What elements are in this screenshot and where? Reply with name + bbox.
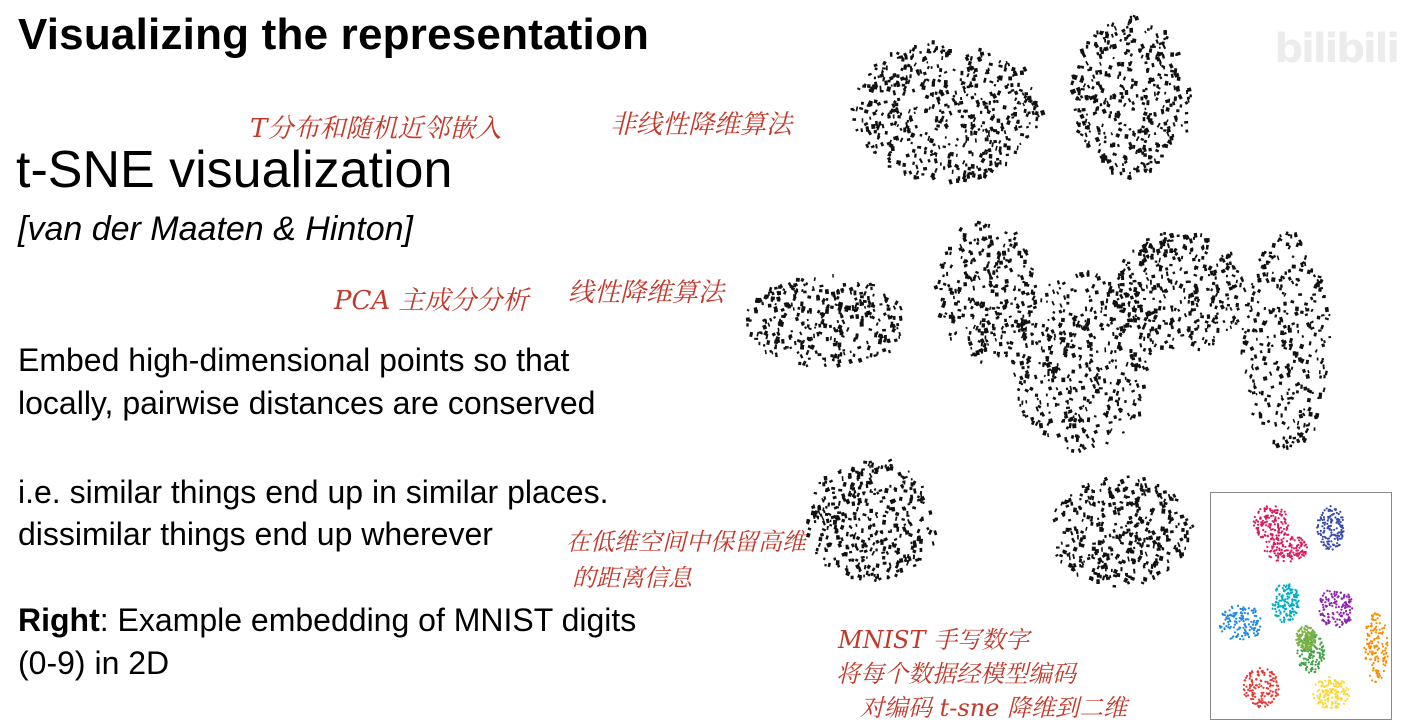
colored-cluster <box>1272 583 1300 623</box>
colored-cluster <box>1295 625 1316 651</box>
body-line-2: locally, pairwise distances are conserved <box>18 385 596 421</box>
colored-cluster <box>1219 605 1262 641</box>
colored-cluster <box>1264 534 1308 563</box>
body-line-3: i.e. similar things end up in similar places. <box>18 474 609 510</box>
body-line-1: Embed high-dimensional points so that <box>18 342 570 378</box>
digit-cluster <box>1052 475 1194 587</box>
annotation-pca-cn: PCA 主成分分析 <box>334 286 529 316</box>
annotation-tsne-cn: T分布和随机近邻嵌入 <box>250 114 502 144</box>
digit-cluster <box>806 458 937 582</box>
citation: [van der Maaten & Hinton] <box>18 210 414 248</box>
colored-cluster <box>1243 667 1280 708</box>
digit-cluster <box>746 274 903 368</box>
slide-subtitle: t-SNE visualization <box>16 141 453 199</box>
digit-cluster <box>1070 15 1192 180</box>
colored-tsne-scatter-image <box>1211 493 1391 719</box>
colored-cluster <box>1253 505 1290 540</box>
digit-cluster <box>850 40 1045 184</box>
right-label-line2: (0-9) in 2D <box>18 645 170 681</box>
right-label-line1 <box>18 600 636 640</box>
annotation-mnist-line3: 对编码 t-sne 降维到二维 <box>860 694 1127 722</box>
colored-cluster <box>1318 590 1353 629</box>
right-label-rest: : Example embedding of MNIST digits <box>99 602 637 638</box>
digit-cluster <box>1117 232 1247 351</box>
colored-cluster <box>1312 676 1350 709</box>
annotation-nonlinear-cn: 非线性降维算法 <box>610 110 793 140</box>
colored-cluster <box>1363 612 1388 683</box>
colored-cluster <box>1316 505 1345 551</box>
colored-embedding-inset <box>1210 492 1392 720</box>
digit-cluster <box>934 221 1038 364</box>
annotation-mnist-line2: 将每个数据经模型编码 <box>836 660 1076 688</box>
right-label-bold: Right <box>18 602 100 638</box>
annotation-mnist-line1: MNIST 手写数字 <box>838 626 1030 654</box>
digit-cluster <box>1240 231 1331 450</box>
body-line-4: dissimilar things end up wherever <box>18 516 493 552</box>
bilibili-watermark-logo: bilibili <box>1274 26 1398 72</box>
slide-title: Visualizing the representation <box>18 10 650 59</box>
annotation-keep-info-line1: 在低维空间中保留高维 <box>566 528 806 556</box>
annotation-keep-info-line2: 的距离信息 <box>572 564 692 592</box>
annotation-linear-cn: 线性降维算法 <box>568 278 725 308</box>
